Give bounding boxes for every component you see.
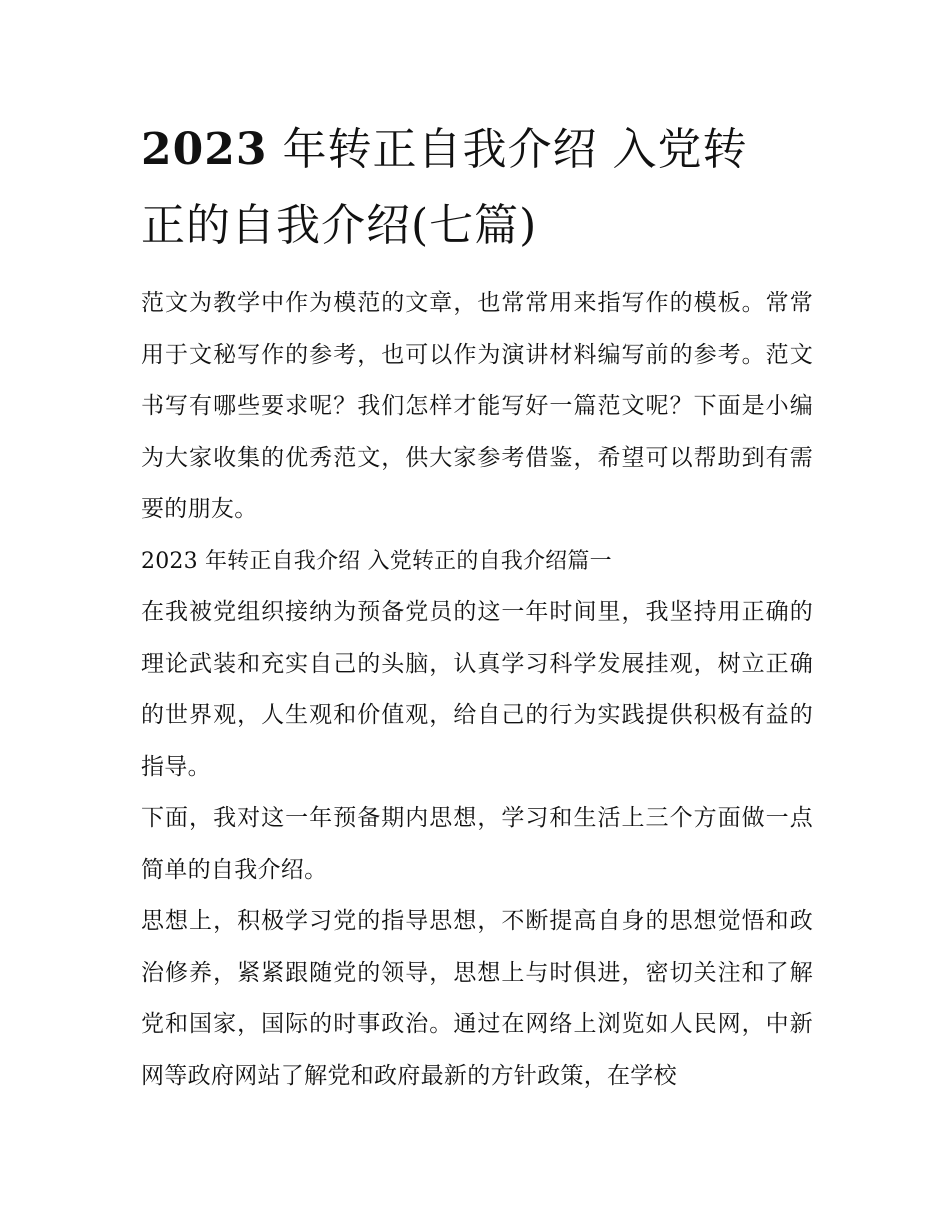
body-paragraph-3: 思想上，积极学习党的指导思想，不断提高自身的思想觉悟和政治修养，紧紧跟随党的领导，思想上与时俱进，密切关注和了解党和国家，国际的时事政治。通过在网络上浏览如人民网，中新网等政府网站了解党和政府最新的方针政策，在学校 xyxy=(141,908,813,1089)
intro-paragraph: 范文为教学中作为模范的文章，也常常用来指写作的模板。常常用于文秘写作的参考，也可以作为演讲材料编写前的参考。范文书写有哪些要求呢？我们怎样才能写好一篇范文呢？下面是小编为大家收集的优秀范文，供大家参考借鉴，希望可以帮助到有需要的朋友。 xyxy=(141,290,813,522)
document-body xyxy=(141,112,813,1102)
body-paragraph-1: 在我被党组织接纳为预备党员的这一年时间里，我坚持用正确的理论武装和充实自己的头脑，认真学习科学发展挂观，树立正确的世界观，人生观和价值观，给自己的行为实践提供积极有益的指导。 xyxy=(141,599,813,780)
section-heading: 2023 年转正自我介绍 入党转正的自我介绍篇一 xyxy=(141,548,612,574)
title-text: 年转正自我介绍 入党转正的自我介绍(七篇) xyxy=(141,124,748,251)
title-year: 2023 xyxy=(141,124,268,175)
body-paragraph-2: 下面，我对这一年预备期内思想，学习和生活上三个方面做一点简单的自我介绍。 xyxy=(141,805,813,883)
document-title xyxy=(141,112,781,264)
